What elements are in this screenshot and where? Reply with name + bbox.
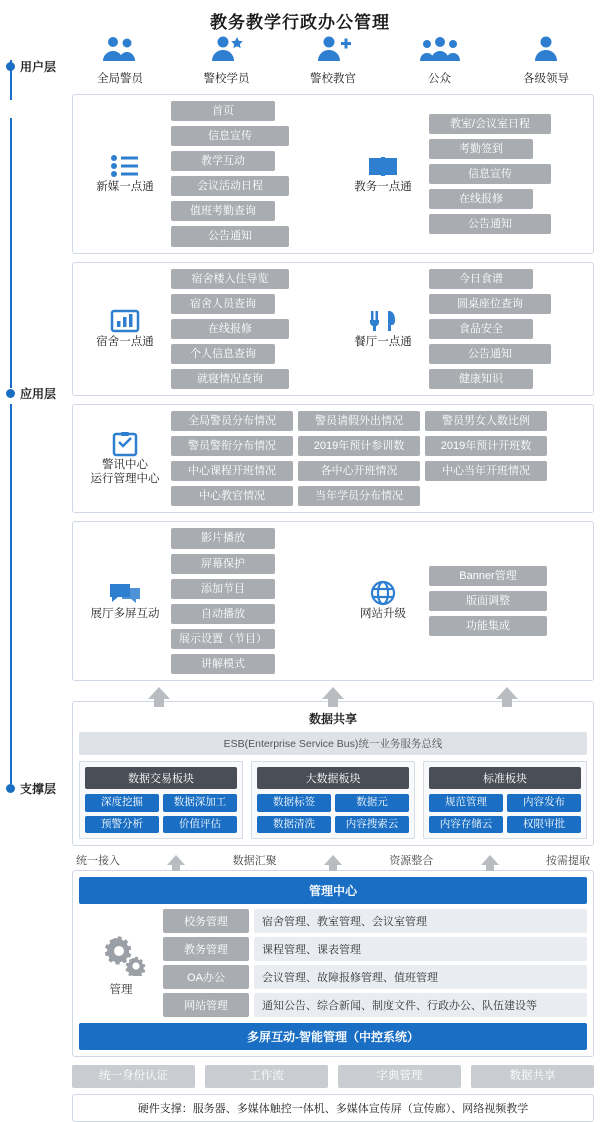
table-row[interactable] (163, 937, 587, 961)
globe-icon (337, 580, 429, 606)
chip[interactable]: 就寝情况查询 (171, 369, 289, 389)
flow-label: 按需提取 (545, 855, 590, 868)
book-icon (337, 153, 429, 179)
chip[interactable]: 添加节目 (171, 579, 275, 599)
chip[interactable]: 预警分析 (85, 816, 159, 834)
chip[interactable]: 中心课程开班情况 (171, 461, 293, 481)
management-body (79, 909, 587, 1021)
table-row[interactable] (163, 909, 587, 933)
column-items (257, 794, 409, 833)
group-head-xinmei (79, 153, 171, 195)
group-label: 教务一点通 (354, 180, 412, 193)
up-arrow-icon (148, 687, 170, 699)
bullet-icon (6, 784, 15, 793)
axis-label-app (6, 385, 56, 402)
list-icon (79, 153, 171, 179)
chip[interactable]: 警员警衔分布情况 (171, 436, 293, 456)
management-footer: 多屏互动-智能管理（中控系统） (79, 1023, 587, 1050)
two-people-icon (72, 32, 168, 66)
group-jiaowu (337, 101, 587, 247)
chips-wangzhan (429, 566, 587, 636)
panel-block-3 (72, 404, 594, 513)
chip[interactable]: 考勤签到 (429, 139, 533, 159)
chip[interactable]: 个人信息查询 (171, 344, 275, 364)
user-item-cadet[interactable] (179, 32, 275, 86)
chip[interactable]: 值班考勤查询 (171, 201, 275, 221)
chip[interactable]: 数据元 (335, 794, 409, 812)
chip[interactable]: 信息宣传 (171, 126, 289, 146)
table-row[interactable] (163, 965, 587, 989)
row-value: 通知公告、综合新闻、制度文件、行政办公、队伍建设等 (254, 993, 587, 1017)
chip-dictionary[interactable]: 字典管理 (338, 1065, 461, 1088)
chips-jingxun (171, 411, 587, 506)
column-items (429, 794, 581, 833)
chip[interactable]: 食品安全 (429, 319, 533, 339)
axis-user-text: 用户层 (20, 60, 57, 74)
chip[interactable]: 各中心开班情况 (298, 461, 420, 481)
group-label: 宿舍一点通 (96, 335, 154, 348)
person-icon (498, 32, 594, 66)
share-column-trade (79, 761, 243, 839)
chip[interactable]: 当年学员分布情况 (298, 486, 420, 506)
row-value: 宿舍管理、教室管理、会议室管理 (254, 909, 587, 933)
chip[interactable]: 公告通知 (429, 344, 551, 364)
group-head-sushe (79, 308, 171, 350)
chip[interactable]: 自动播放 (171, 604, 275, 624)
chip[interactable]: 会议活动日程 (171, 176, 289, 196)
chip[interactable]: 深度挖掘 (85, 794, 159, 812)
user-label: 全局警员 (97, 73, 143, 85)
axis-line-app2 (10, 404, 12, 784)
group-label: 新媒一点通 (96, 180, 154, 193)
user-label: 公众 (428, 73, 451, 85)
data-share-panel (72, 701, 594, 846)
group-canting (337, 269, 587, 389)
row-value: 会议管理、故障报修管理、值班管理 (254, 965, 587, 989)
chip[interactable]: 2019年预计参训数 (298, 436, 420, 456)
chip[interactable]: 2019年预计开班数 (425, 436, 547, 456)
chip[interactable]: 警员请假外出情况 (298, 411, 420, 431)
chips-sushe (171, 269, 329, 389)
panel-block-1 (72, 94, 594, 254)
management-header: 管理中心 (79, 877, 587, 904)
group-head-wangzhan (337, 580, 429, 622)
flow-row (76, 852, 590, 868)
flow-label: 资源整合 (389, 855, 434, 868)
esb-bar: ESB(Enterprise Service Bus)统一业务服务总线 (79, 732, 587, 755)
axis-support-text: 支撑层 (20, 782, 57, 796)
block4-rows (79, 528, 587, 674)
group-sushe (79, 269, 329, 389)
up-arrow-icon (496, 687, 518, 699)
row-key: 教务管理 (163, 937, 249, 961)
group-wangzhan (337, 528, 587, 674)
group-label: 网站升级 (360, 608, 406, 621)
row-key: 网站管理 (163, 993, 249, 1017)
chip[interactable]: 版面调整 (429, 591, 547, 611)
chip[interactable]: 数据清洗 (257, 816, 331, 834)
block1-rows (79, 101, 587, 247)
bullet-icon (6, 62, 15, 71)
column-items (85, 794, 237, 833)
clipboard-icon (79, 431, 171, 457)
row-key: 校务管理 (163, 909, 249, 933)
group-head-jingxun (79, 431, 171, 487)
row-value: 课程管理、课表管理 (254, 937, 587, 961)
chips-jiaowu (429, 114, 587, 234)
group-head-zhanting (79, 580, 171, 622)
management-icon-label: 管理 (109, 983, 133, 996)
chip[interactable]: 宿舍楼入住导览 (171, 269, 289, 289)
person-star-icon (179, 32, 275, 66)
group-label-line1: 警讯中心 (102, 458, 148, 471)
hardware-support-note: 硬件支撑：服务器、多媒体触控一体机、多媒体宣传屏（宣传廊）、网络视频教学 (72, 1094, 594, 1122)
up-arrow-icon (324, 855, 342, 865)
flow-label: 统一接入 (76, 855, 120, 868)
user-label: 各级领导 (523, 73, 569, 85)
chips-canting (429, 269, 587, 389)
block2-rows (79, 269, 587, 389)
flow-label: 数据汇聚 (232, 855, 277, 868)
chip[interactable]: 内容发布 (507, 794, 581, 812)
column-header: 数据交易板块 (85, 767, 237, 789)
chip[interactable]: 内容搜索云 (335, 816, 409, 834)
chip[interactable]: 公告通知 (429, 214, 551, 234)
management-panel (72, 870, 594, 1057)
page-title: 教务教学行政办公管理 (210, 13, 390, 32)
chips-xinmei (171, 101, 329, 247)
user-layer-row (72, 32, 594, 86)
up-arrow-icon (322, 687, 344, 699)
chip[interactable]: 健康知识 (429, 369, 533, 389)
group-jingxun (79, 411, 587, 506)
chip[interactable]: 公告通知 (171, 226, 289, 246)
up-arrow-icon (167, 855, 185, 865)
chip[interactable]: 全局警员分布情况 (171, 411, 293, 431)
group-zhanting (79, 528, 329, 674)
column-header: 标准板块 (429, 767, 581, 789)
user-item-public[interactable] (392, 32, 488, 86)
chip[interactable]: 在线报修 (429, 189, 533, 209)
chip[interactable]: 规范管理 (429, 794, 503, 812)
chips-zhanting (171, 528, 329, 674)
chip[interactable]: 数据标签 (257, 794, 331, 812)
axis-line-app (10, 118, 12, 388)
crowd-icon (392, 32, 488, 66)
support-chips (72, 1065, 594, 1088)
chip[interactable]: 在线报修 (171, 319, 289, 339)
chip[interactable]: 信息宣传 (429, 164, 551, 184)
chart-icon (79, 308, 171, 334)
bullet-icon (6, 389, 15, 398)
chat-icon (79, 580, 171, 606)
diagram-content (72, 0, 594, 1122)
chip[interactable]: 警员男女人数比例 (425, 411, 547, 431)
user-item-instructor[interactable] (285, 32, 381, 86)
chip[interactable]: 中心教官情况 (171, 486, 293, 506)
data-share-title: 数据共享 (308, 711, 357, 726)
chip[interactable]: 圆桌座位查询 (429, 294, 551, 314)
chip[interactable]: 展示设置（节目） (171, 629, 275, 649)
chip[interactable]: 今日食谱 (429, 269, 533, 289)
chip[interactable]: 内容存储云 (429, 816, 503, 834)
chip[interactable]: 权限审批 (507, 816, 581, 834)
food-icon (337, 308, 429, 334)
group-label: 餐厅一点通 (354, 335, 412, 348)
chip[interactable]: 教室/会议室日程 (429, 114, 551, 134)
chip[interactable]: Banner管理 (429, 566, 547, 586)
chip[interactable]: 价值评估 (163, 816, 237, 834)
person-plus-icon (285, 32, 381, 66)
chip[interactable]: 宿舍人员查询 (171, 294, 275, 314)
chip-workflow[interactable]: 工作流 (205, 1065, 328, 1088)
share-column-bigdata (251, 761, 415, 839)
row-key: OA办公 (163, 965, 249, 989)
user-label: 警校教官 (310, 73, 356, 85)
axis-label-user (6, 58, 56, 75)
chip-datashare[interactable]: 数据共享 (471, 1065, 594, 1088)
axis-label-support (6, 780, 56, 797)
panel-block-4 (72, 521, 594, 681)
chip[interactable]: 教学互动 (171, 151, 275, 171)
group-head-jiaowu (337, 153, 429, 195)
chip[interactable]: 讲解模式 (171, 654, 275, 674)
share-column-standard (423, 761, 587, 839)
chip[interactable]: 首页 (171, 101, 275, 121)
management-icon-group (79, 934, 163, 997)
user-label: 警校学员 (203, 73, 250, 85)
chip[interactable]: 中心当年开班情况 (425, 461, 547, 481)
gears-icon (79, 934, 163, 979)
user-item-global-officer[interactable] (72, 32, 168, 86)
group-label-line2: 运行管理中心 (90, 472, 160, 485)
group-label: 展厅多屏互动 (90, 608, 160, 621)
management-rows (163, 909, 587, 1021)
chip[interactable]: 数据深加工 (163, 794, 237, 812)
up-arrow-icon (481, 855, 499, 865)
arrow-row-upper (72, 687, 594, 699)
chip[interactable]: 功能集成 (429, 616, 547, 636)
axis-app-text: 应用层 (20, 387, 57, 401)
group-xinmei (79, 101, 329, 247)
group-head-canting (337, 308, 429, 350)
table-row[interactable] (163, 993, 587, 1017)
share-columns (79, 761, 587, 839)
chip-auth[interactable]: 统一身份认证 (72, 1065, 195, 1088)
panel-block-2 (72, 262, 594, 396)
column-header: 大数据板块 (257, 767, 409, 789)
user-item-leaders[interactable] (498, 32, 594, 86)
chip[interactable]: 屏幕保护 (171, 554, 275, 574)
chip[interactable]: 影片播放 (171, 528, 275, 548)
